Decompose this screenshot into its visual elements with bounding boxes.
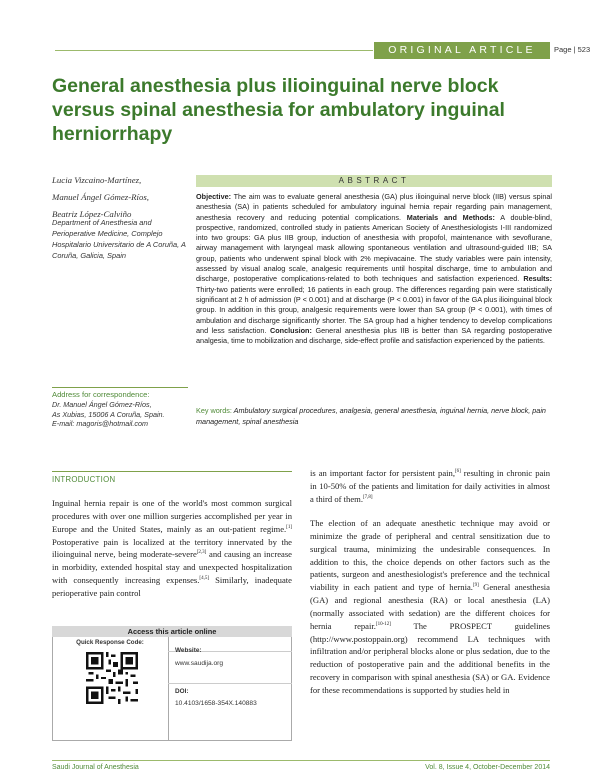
abstract-text (196, 192, 552, 346)
author-3: Beatriz López-Calviño (52, 209, 132, 219)
ref-1[interactable]: [1] (286, 524, 292, 530)
body-paragraph-3 (310, 517, 550, 697)
p1-text-d: Similarly, inadequate perioperative pain control (52, 575, 292, 598)
results-label: Results: (523, 274, 552, 284)
journal-name: Saudi Journal of Anesthesia (52, 764, 139, 771)
ref-5[interactable]: [7,8] (362, 494, 373, 500)
objective-text: The aim was to evaluate general anesthesia (GA) plus ilioinguinal nerve block (IIB) versus spinal anesthesia (SA) in patients scheduled for ambulatory inguinal hernia repair regarding pain management, anesthesia recovery and reducing potential complications. (196, 192, 552, 222)
abstract-heading: ABSTRACT (196, 175, 552, 187)
p2-text-b: resulting in chronic pain in 10-50% of the patients and limitation for daily activities in almost a third of them. (310, 468, 551, 504)
p1-text-a: Inguinal hernia repair is one of the world's most common surgical procedures with over one million surgeries accomplished per year in Europe and the United States, mainly as an out-patient regime. (52, 498, 292, 534)
access-title: Access this article online (52, 626, 292, 637)
p3-text-b: General anesthesia (GA) and regional anesthesia (RA) or local anesthesia (LA) (normally associated with sedation) are the different choices for hernia repair. (310, 582, 550, 631)
ref-3[interactable]: [4,5] (199, 576, 209, 582)
correspondence-rule (52, 387, 188, 388)
objective-label: Objective: (196, 192, 232, 201)
author-2: Manuel Ángel Gómez-Ríos, (52, 192, 149, 202)
page-number: Page | 523 (554, 45, 591, 54)
qr-code-icon[interactable] (86, 652, 138, 704)
ref-7[interactable]: [10-12] (375, 621, 391, 627)
website-label: Website: (175, 647, 202, 654)
correspondence-body (52, 400, 192, 429)
p3-text-c: The PROSPECT guidelines (http://www.postoppain.org) recommend LA techniques with infiltration and/or peripheral blocks alone or plus sedation, due to the reduction of postoperative pain and the additional benefits in the recovery in comparison with spinal anesthesia (SA) or GA. Evidence for these recommendations is supported by studies held in (310, 620, 550, 695)
footer-rule (52, 760, 550, 761)
results-text: Thirty-two patients were enrolled; 16 patients in each group. The differences regarding pain were statistically significant at 2 h of admission (P < 0.001) and at discharge (P < 0.001) in favor of the GA plus ilioinguinal block group. In addition in this group, analgesic requirements were lower than SA group (P < 0.001), with times of ambulation and discharge significantly shorter. The SA group had a higher tendency to develop complications and less satisfaction. (196, 284, 552, 335)
intro-heading: INTRODUCTION (52, 475, 116, 484)
doi-link[interactable]: 10.4103/1658-354X.140883 (175, 700, 257, 707)
intro-rule (52, 471, 292, 472)
affiliation: Department of Anesthesia and Perioperative Medicine, Complejo Hospitalario Universitario de A Coruña, A Coruña, Galicia, Spain (52, 218, 186, 260)
header-rule (55, 50, 373, 51)
article-title: General anesthesia plus ilioinguinal nerve block versus spinal anesthesia for ambulatory inguinal herniorrhapy (52, 75, 505, 145)
ref-4[interactable]: [6] (454, 469, 461, 475)
qr-label: Quick Response Code: (76, 639, 144, 646)
correspondence-name: Dr. Manuel Ángel Gómez-Ríos, (52, 400, 152, 409)
access-rule-2 (168, 683, 292, 684)
p3-text-a: The election of an adequate anesthetic technique may avoid or minimize the grade of peripheral and central sensitization due to surgical trauma, minimizing the undesirable consequences. In addition to this, the choice depends on other factors such as the patients, surgeon and anesthesiologist's preference and the technical viability in each patient and type of hernia. (310, 518, 550, 593)
section-label: ORIGINAL ARTICLE (374, 42, 550, 59)
p1-text-b: Postoperative pain is localized at the territory innervated by the ilioinguinal nerve, being moderate-severe (52, 536, 292, 560)
keywords-text: Ambulatory surgical procedures, analgesia, general anesthesia, inguinal hernia, nerve block, pain management, spinal anesthesia (196, 406, 546, 426)
issue-info: Vol. 8, Issue 4, October-December 2014 (425, 764, 550, 771)
ref-2[interactable]: [2,3] (196, 550, 207, 556)
doi-label: DOI: (175, 688, 189, 695)
conclusion-label: Conclusion: (270, 325, 312, 335)
author-list (52, 172, 188, 223)
author-1: Lucia Vizcaino-Martínez, (52, 175, 142, 185)
body-paragraph-1 (52, 497, 292, 600)
body-paragraph-2 (310, 467, 550, 506)
ref-6[interactable]: [9] (472, 583, 479, 589)
correspondence-email[interactable]: E-mail: magoris@hotmail.com (52, 419, 148, 429)
methods-text: A double-blind, prospective, randomized, controlled study in patients American Society of Anesthesiologists I-III randomized into two groups: GA plus IIB group, induction of anesthesia with propofol, maintenance with sevoflurane, airway management with laryngeal mask allowing spontaneous ventilation and ultrasound-guided IIB; SA group, patients who underwent spinal block with 2% mepivacaine. The study variables were pain intensity, assessed by visual analog scale, analgesic requirements until hospital discharge, time to ambulation and discharge, postoperative complications-related to both techniques and satisfaction experienced. (196, 212, 552, 284)
access-divider (168, 637, 169, 741)
website-link[interactable]: www.saudija.org (175, 660, 224, 667)
p2-text-a: is an important factor for persistent pain, (310, 468, 455, 478)
correspondence-heading: Address for correspondence: (52, 390, 150, 399)
p1-text-c: and causing an increase in morbidity, extended hospital stay and unexpected hospitalization with consequently increasing expenses. (52, 549, 292, 586)
keywords-label: Key words: (196, 406, 232, 415)
correspondence-address: As Xubias, 15006 A Coruña, Spain. (52, 409, 165, 419)
methods-label: Materials and Methods: (406, 212, 495, 222)
keywords (196, 406, 552, 427)
conclusion-text: General anesthesia plus IIB is better than SA regarding postoperative analgesia, time to mobilization and discharge, side-effect profile and satisfaction experienced by the patients. (196, 325, 552, 346)
